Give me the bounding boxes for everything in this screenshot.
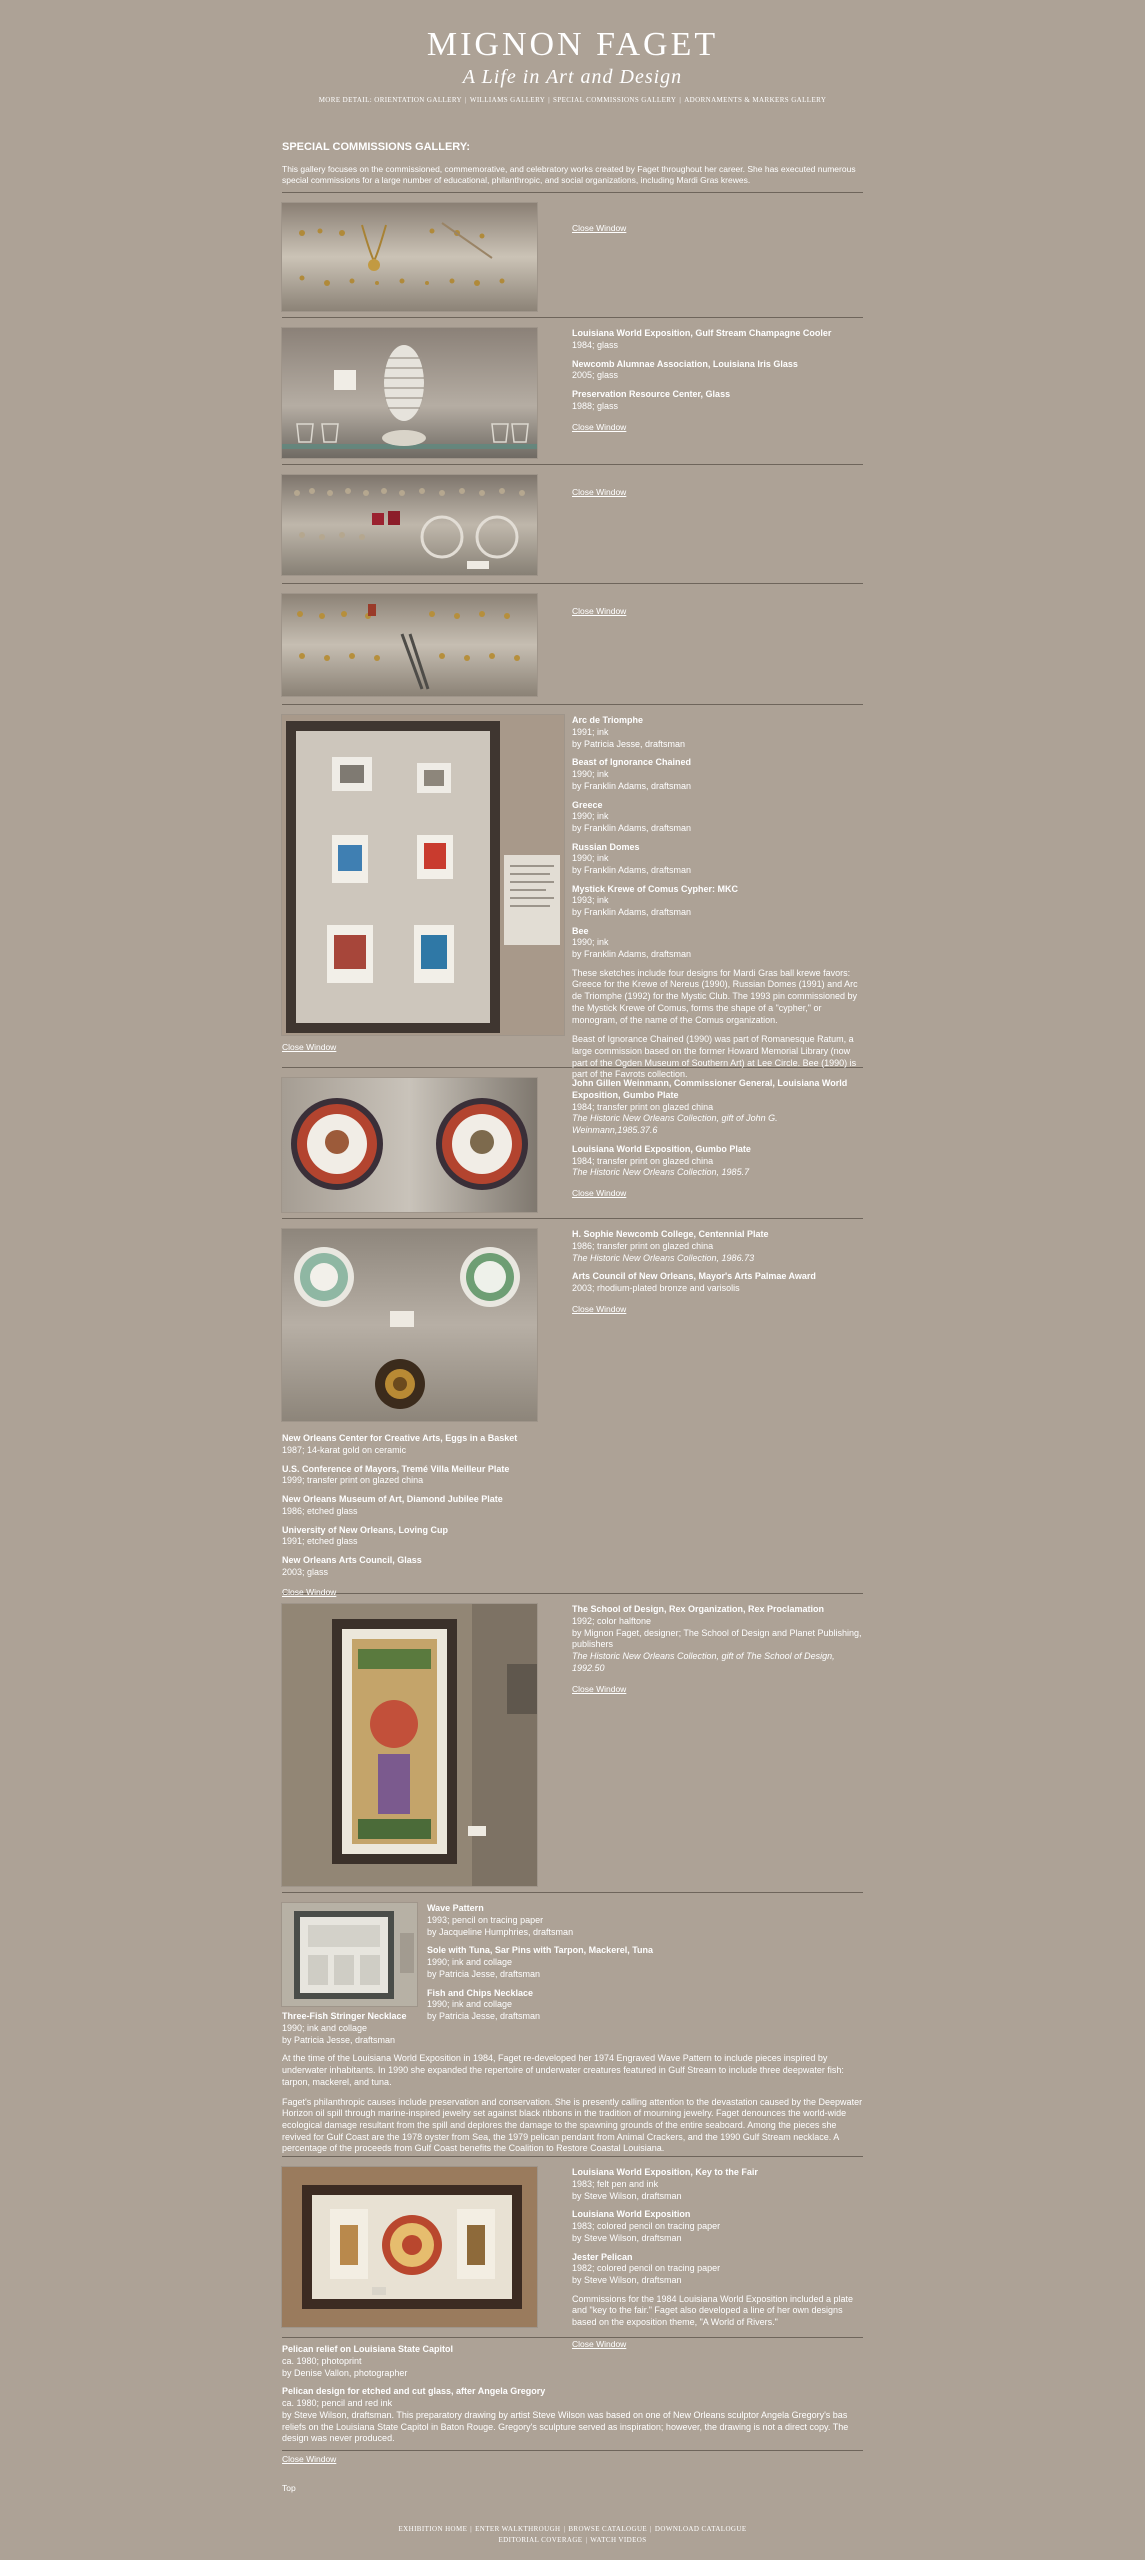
artwork-details: 2005; glass xyxy=(572,370,619,381)
gallery-entry xyxy=(282,193,863,317)
artwork-item xyxy=(282,1494,863,1517)
nav-link-special-commissions[interactable]: SPECIAL COMMISSIONS GALLERY xyxy=(553,96,677,104)
artwork-details: 1999; transfer print on glazed china xyxy=(282,1475,424,1486)
artwork-artist: by Patricia Jesse, draftsman xyxy=(282,2034,396,2045)
artwork-item xyxy=(572,842,863,877)
artwork-title: Sole with Tuna, Sar Pins with Tarpon, Mackerel, Tuna xyxy=(427,1945,654,1956)
description-paragraph: These sketches include four designs for Mardi Gras ball krewe favors: Greece for the Krewe of Nereus (1990), Russian Domes (1991) and Arc de Triomphe (1992) for the Mystic Club. The 1993 pin commissioned by the Mystick Krewe of Comus, forms the shape of a "cypher," or monogram, of the name of the Comus organization. xyxy=(572,967,858,1025)
entry-text xyxy=(282,2344,863,2465)
artwork-artist: by Franklin Adams, draftsman xyxy=(572,864,692,875)
close-window-link[interactable]: Close Window xyxy=(572,1303,627,1314)
artwork-title: Russian Domes xyxy=(572,841,640,852)
back-to-top-link[interactable]: Top xyxy=(282,2483,296,2493)
footer-separator: | xyxy=(470,2525,473,2533)
gallery-intro: This gallery focuses on the commissioned, commemorative, and celebratory works created by Faget throughout her career. She has executed numerous special commissions for a large number of educational, philanthropic, and social organizations, including Mardi Gras krewes. xyxy=(282,164,856,186)
artwork-item xyxy=(572,2209,863,2244)
nav-link-orientation[interactable]: MORE DETAIL: ORIENTATION GALLERY xyxy=(318,96,462,104)
masthead xyxy=(0,0,1145,105)
artwork-details: 1982; colored pencil on tracing paper xyxy=(572,2263,721,2274)
artwork-details: 1990; ink and collage xyxy=(427,1957,513,1968)
gallery-entry xyxy=(282,318,863,464)
entry-text xyxy=(282,1433,863,1599)
artwork-details: 1991; etched glass xyxy=(282,1536,358,1547)
artwork-title: Beast of Ignorance Chained xyxy=(572,757,692,768)
artwork-item xyxy=(282,1555,863,1578)
artwork-title: New Orleans Center for Creative Arts, Eggs in a Basket xyxy=(282,1433,518,1444)
artwork-details: 1984; transfer print on glazed china xyxy=(572,1101,714,1112)
artwork-item xyxy=(572,1604,863,1674)
artwork-details: 1992; color halftone xyxy=(572,1616,652,1627)
artwork-artist: by Franklin Adams, draftsman xyxy=(572,822,692,833)
artwork-title: H. Sophie Newcomb College, Centennial Plate xyxy=(572,1229,769,1240)
entry-text xyxy=(572,221,863,235)
artwork-details: 1983; felt pen and ink xyxy=(572,2179,659,2190)
gallery-content xyxy=(282,140,863,2464)
artwork-title: Fish and Chips Necklace xyxy=(427,1987,534,1998)
entry-text xyxy=(572,1229,863,1315)
entry-text xyxy=(572,1604,863,1695)
artwork-details: ca. 1980; photoprint xyxy=(282,2356,362,2367)
artwork-title: Arts Council of New Orleans, Mayor's Arts Palmae Award xyxy=(572,1271,816,1282)
footer-separator: | xyxy=(650,2525,652,2533)
artwork-details: 1984; transfer print on glazed china xyxy=(572,1155,714,1166)
entry-text xyxy=(572,2167,863,2350)
footer-separator: | xyxy=(563,2525,566,2533)
entry-text xyxy=(572,1078,863,1199)
gallery-entry xyxy=(282,1068,863,1218)
artwork-title: New Orleans Arts Council, Glass xyxy=(282,1554,422,1565)
artwork-artist: by Patricia Jesse, draftsman xyxy=(427,2010,541,2021)
description-paragraph: Commissions for the 1984 Louisiana World Exposition included a plate and "key to the fair." Faget also developed a line of her own designs based on the exposition theme, "A World of Rivers." xyxy=(572,2293,853,2327)
artwork-item xyxy=(572,884,863,919)
artwork-item xyxy=(572,2167,863,2202)
close-window-link[interactable]: Close Window xyxy=(572,2338,627,2349)
gallery-entry xyxy=(282,2157,863,2349)
nav-link-adornaments[interactable]: ADORNAMENTS & MARKERS GALLERY xyxy=(684,96,827,104)
gallery-entry xyxy=(282,1219,863,1429)
artwork-item xyxy=(282,1433,863,1456)
artwork-artist: by Steve Wilson, draftsman. This preparatory drawing by artist Steve Wilson was based on one of New Orleans sculptor Angela Gregory's bas reliefs on the Louisiana State Capitol in Baton Rouge. Gregory's sculpture served as inspiration; however, the drawing is not a direct copy. The design was never produced. xyxy=(282,2409,849,2444)
artwork-title: The School of Design, Rex Organization, Rex Proclamation xyxy=(572,1604,825,1615)
artwork-item xyxy=(572,1271,863,1294)
footer-nav-row xyxy=(0,2524,1145,2535)
artwork-title: John Gillen Weinmann, Commissioner General, Louisiana World Exposition, Gumbo Plate xyxy=(572,1078,848,1101)
exhibit-photo-rings-case[interactable] xyxy=(282,475,537,575)
artwork-details: 1986; transfer print on glazed china xyxy=(572,1241,714,1252)
nav-separator: | xyxy=(465,96,467,104)
description-paragraph: Beast of Ignorance Chained (1990) was part of Romanesque Ratum, a large commission based on the former Howard Memorial Library (now part of the Ogden Museum of Southern Art) at Lee Circle. Bee (1990) is part of the Favrots collection. xyxy=(572,1034,857,1080)
artwork-item xyxy=(572,715,863,750)
close-window-link[interactable]: Close Window xyxy=(572,606,627,617)
artwork-title: Louisiana World Exposition, Key to the Fair xyxy=(572,2167,758,2178)
artwork-title: Pelican design for etched and cut glass, after Angela Gregory xyxy=(282,2386,546,2397)
artwork-item xyxy=(572,389,863,412)
artwork-artist: by Denise Vallon, photographer xyxy=(282,2367,408,2378)
artwork-artist: by Franklin Adams, draftsman xyxy=(572,780,692,791)
artwork-title: Greece xyxy=(572,799,603,810)
artwork-artist: by Franklin Adams, draftsman xyxy=(572,907,692,918)
exhibit-photo-pins-case[interactable] xyxy=(282,594,537,696)
artwork-details: 1990; ink xyxy=(572,769,609,780)
artwork-item xyxy=(572,926,863,961)
artwork-item xyxy=(282,2344,863,2379)
close-window-link[interactable]: Close Window xyxy=(572,487,627,498)
artwork-item xyxy=(572,328,863,351)
artwork-details: 1990; ink xyxy=(572,853,609,864)
artwork-item xyxy=(282,1525,863,1548)
gallery-entry xyxy=(282,1594,863,1892)
footer-link-download-catalogue[interactable]: DOWNLOAD CATALOGUE xyxy=(654,2525,747,2533)
artwork-item xyxy=(572,1229,863,1264)
gallery-entry xyxy=(282,2338,863,2464)
description-paragraph: At the time of the Louisiana World Exposition in 1984, Faget re-developed her 1974 Engraved Wave Pattern to include pieces inspired by underwater inhabitants. In 1990 she expanded the repertoire of underwater creatures featured in Gulf Stream to include three deepwater fish: tarpon, mackerel, and tuna. xyxy=(282,2053,844,2087)
artwork-details: 1986; etched glass xyxy=(282,1505,358,1516)
artwork-details: 1987; 14-karat gold on ceramic xyxy=(282,1445,407,1456)
artwork-item xyxy=(572,1078,863,1136)
footer-link-editorial-coverage[interactable]: EDITORIAL COVERAGE xyxy=(498,2535,583,2544)
artwork-details: 1988; glass xyxy=(572,400,619,411)
artwork-credit: The Historic New Orleans Collection, 1986.73 xyxy=(572,1252,755,1263)
gallery-entry-list xyxy=(282,1429,863,1598)
artwork-details: 1991; ink xyxy=(572,727,609,738)
artwork-artist: by Steve Wilson, draftsman xyxy=(572,2232,682,2243)
artwork-title: Louisiana World Exposition xyxy=(572,2209,691,2220)
artwork-title: New Orleans Museum of Art, Diamond Jubilee Plate xyxy=(282,1494,503,1505)
entry-text-below xyxy=(282,2011,863,2176)
artwork-details: 1990; ink xyxy=(572,937,609,948)
close-window-link[interactable]: Close Window xyxy=(572,223,627,234)
artwork-item xyxy=(572,757,863,792)
gallery-entry xyxy=(282,1893,863,2156)
artwork-item xyxy=(572,359,863,382)
entry-text xyxy=(572,715,863,1089)
gallery-heading: SPECIAL COMMISSIONS GALLERY: xyxy=(282,141,471,153)
artwork-title: Jester Pelican xyxy=(572,2251,633,2262)
artwork-details: 1990; ink and collage xyxy=(427,1999,513,2010)
close-window-link[interactable]: Close Window xyxy=(282,1587,337,1598)
artwork-details: 1984; glass xyxy=(572,340,619,351)
entry-text xyxy=(572,485,863,499)
exhibit-photo-plates-and-award[interactable] xyxy=(282,1229,537,1421)
gallery-entry xyxy=(282,705,863,1080)
entry-footer xyxy=(282,1040,863,1054)
nav-separator: | xyxy=(548,96,551,104)
footer-nav xyxy=(0,2524,1145,2545)
nav-separator: | xyxy=(679,96,682,104)
description-paragraph: Faget's philanthropic causes include preservation and conservation. She is presently calling attention to the devastation caused by the Deepwater Horizon oil spill through marine-inspired jewelry set against black ribbons in the tradition of mourning jewelry. Faget denounces the world-wide ecological damage resultant from the spill and deplores the damage to the spawning grounds of the entire seaboard. Among the pieces she revived for Gulf Coast are the 1978 oyster from Sea, the 1979 pelican pendant from Animal Crackers, and the 1990 Gulf Stream necklace. A percentage of the proceeds from Gulf Coast benefits the Coalition to Restore Coastal Louisiana. xyxy=(282,2096,863,2154)
entry-text xyxy=(572,328,863,433)
footer-link-browse-catalogue[interactable]: BROWSE CATALOGUE xyxy=(568,2525,648,2533)
artwork-artist: by Steve Wilson, draftsman xyxy=(572,2190,682,2201)
artwork-item xyxy=(282,2011,863,2046)
artwork-title: Newcomb Alumnae Association, Louisiana Iris Glass xyxy=(572,358,798,369)
artwork-credit: The Historic New Orleans Collection, gift of John G. Weinmann,1985.37.6 xyxy=(572,1113,778,1136)
artwork-details: 2003; rhodium-plated bronze and varisolis xyxy=(572,1283,740,1294)
close-window-link[interactable]: Close Window xyxy=(572,1187,627,1198)
artwork-item xyxy=(572,800,863,835)
footer-link-exhibition-home[interactable]: EXHIBITION HOME xyxy=(398,2525,468,2533)
artwork-item xyxy=(282,1464,863,1487)
artwork-details: 1993; ink xyxy=(572,895,609,906)
exhibit-photo-key-to-the-fair[interactable] xyxy=(282,2167,537,2327)
artwork-credit: The Historic New Orleans Collection, 1985.7 xyxy=(572,1167,750,1178)
artwork-title: Louisiana World Exposition, Gumbo Plate xyxy=(572,1143,751,1154)
artwork-title: Mystick Krewe of Comus Cypher: MKC xyxy=(572,883,739,894)
exhibit-photo-glassware[interactable] xyxy=(282,328,537,458)
gallery-entry xyxy=(282,465,863,583)
site-subtitle: A Life in Art and Design xyxy=(462,66,683,88)
artwork-artist: by Steve Wilson, draftsman xyxy=(572,2274,682,2285)
artwork-title: U.S. Conference of Mayors, Tremé Villa Meilleur Plate xyxy=(282,1463,510,1474)
close-window-link[interactable]: Close Window xyxy=(572,1683,627,1694)
exhibit-photo-framed-sketches[interactable] xyxy=(282,715,564,1035)
gallery-entry xyxy=(282,584,863,704)
artwork-artist: by Patricia Jesse, draftsman xyxy=(427,1968,541,1979)
artwork-title: Arc de Triomphe xyxy=(572,715,644,726)
exhibit-photo-gumbo-plates[interactable] xyxy=(282,1078,537,1212)
exhibit-photo-wave-pattern[interactable] xyxy=(282,1903,417,2006)
close-window-link[interactable]: Close Window xyxy=(282,2453,337,2464)
artwork-title: Preservation Resource Center, Glass xyxy=(572,389,731,400)
artwork-artist: by Mignon Faget, designer; The School of Design and Planet Publishing, publishers xyxy=(572,1627,862,1650)
footer-link-watch-videos[interactable]: WATCH VIDEOS xyxy=(590,2535,647,2544)
exhibit-photo-rex-proclamation[interactable] xyxy=(282,1604,537,1886)
artwork-artist: by Jacqueline Humphries, draftsman xyxy=(427,1926,574,1937)
artwork-details: ca. 1980; pencil and red ink xyxy=(282,2398,393,2409)
exhibit-photo-jewelry-case[interactable] xyxy=(282,203,537,311)
close-window-link[interactable]: Close Window xyxy=(282,1042,337,1053)
footer-nav-row xyxy=(0,2535,1145,2546)
artwork-title: Three-Fish Stringer Necklace xyxy=(282,2011,407,2022)
artwork-artist: by Franklin Adams, draftsman xyxy=(572,949,692,960)
artwork-item xyxy=(572,1144,863,1179)
artwork-item xyxy=(282,2386,863,2444)
artwork-item xyxy=(427,1945,863,1980)
artwork-item xyxy=(427,1903,863,1938)
artwork-title: Pelican relief on Louisiana State Capitol xyxy=(282,2344,454,2355)
artwork-item xyxy=(572,2252,863,2287)
artwork-artist: by Patricia Jesse, draftsman xyxy=(572,738,686,749)
artwork-details: 1990; ink xyxy=(572,811,609,822)
artwork-title: University of New Orleans, Loving Cup xyxy=(282,1524,449,1535)
top-nav xyxy=(0,96,1145,105)
entry-text xyxy=(572,604,863,618)
artwork-title: Bee xyxy=(572,925,589,936)
artwork-credit: The Historic New Orleans Collection, gift of The School of Design, 1992.50 xyxy=(572,1651,835,1673)
footer-separator: | xyxy=(585,2535,588,2544)
artwork-details: 1993; pencil on tracing paper xyxy=(427,1915,544,1926)
artwork-title: Wave Pattern xyxy=(427,1903,484,1914)
site-title: MIGNON FAGET xyxy=(426,26,719,63)
artwork-title: Louisiana World Exposition, Gulf Stream Champagne Cooler xyxy=(572,328,832,339)
artwork-details: 1983; colored pencil on tracing paper xyxy=(572,2221,721,2232)
nav-link-williams[interactable]: WILLIAMS GALLERY xyxy=(469,96,546,104)
close-window-link[interactable]: Close Window xyxy=(572,421,627,432)
footer-link-walkthrough[interactable]: ENTER WALKTHROUGH xyxy=(475,2525,561,2533)
artwork-details: 2003; glass xyxy=(282,1566,329,1577)
artwork-details: 1990; ink and collage xyxy=(282,2023,368,2034)
